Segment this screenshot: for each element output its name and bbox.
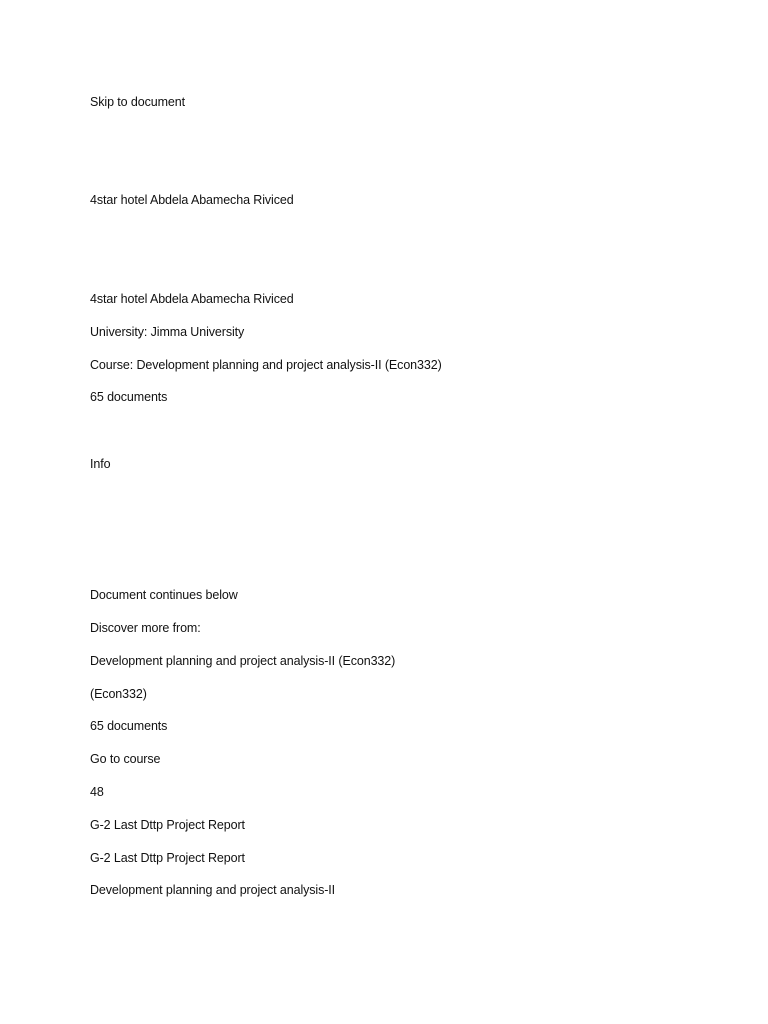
related-document-course: Development planning and project analysis-II (90, 883, 336, 897)
skip-to-document-link[interactable]: Skip to document (90, 95, 185, 109)
discover-course-name[interactable]: Development planning and project analysis-II (Econ332) (90, 654, 396, 668)
page-title: 4star hotel Abdela Abamecha Riviced (90, 193, 294, 207)
discover-course-code: (Econ332) (90, 687, 147, 701)
related-document-title: G-2 Last Dttp Project Report (90, 851, 245, 865)
discover-documents-count: 65 documents (90, 719, 168, 733)
course-link[interactable]: Course: Development planning and project analysis-II (Econ332) (90, 358, 442, 372)
document-title: 4star hotel Abdela Abamecha Riviced (90, 292, 294, 306)
document-continues-label: Document continues below (90, 588, 238, 602)
documents-count: 65 documents (90, 390, 168, 404)
university-link[interactable]: University: Jimma University (90, 325, 245, 339)
discover-heading: Discover more from: (90, 621, 201, 635)
info-button[interactable]: Info (90, 457, 111, 471)
related-document-score: 48 (90, 785, 104, 799)
go-to-course-button[interactable]: Go to course (90, 752, 161, 766)
related-document-link[interactable]: G-2 Last Dttp Project Report (90, 818, 245, 832)
